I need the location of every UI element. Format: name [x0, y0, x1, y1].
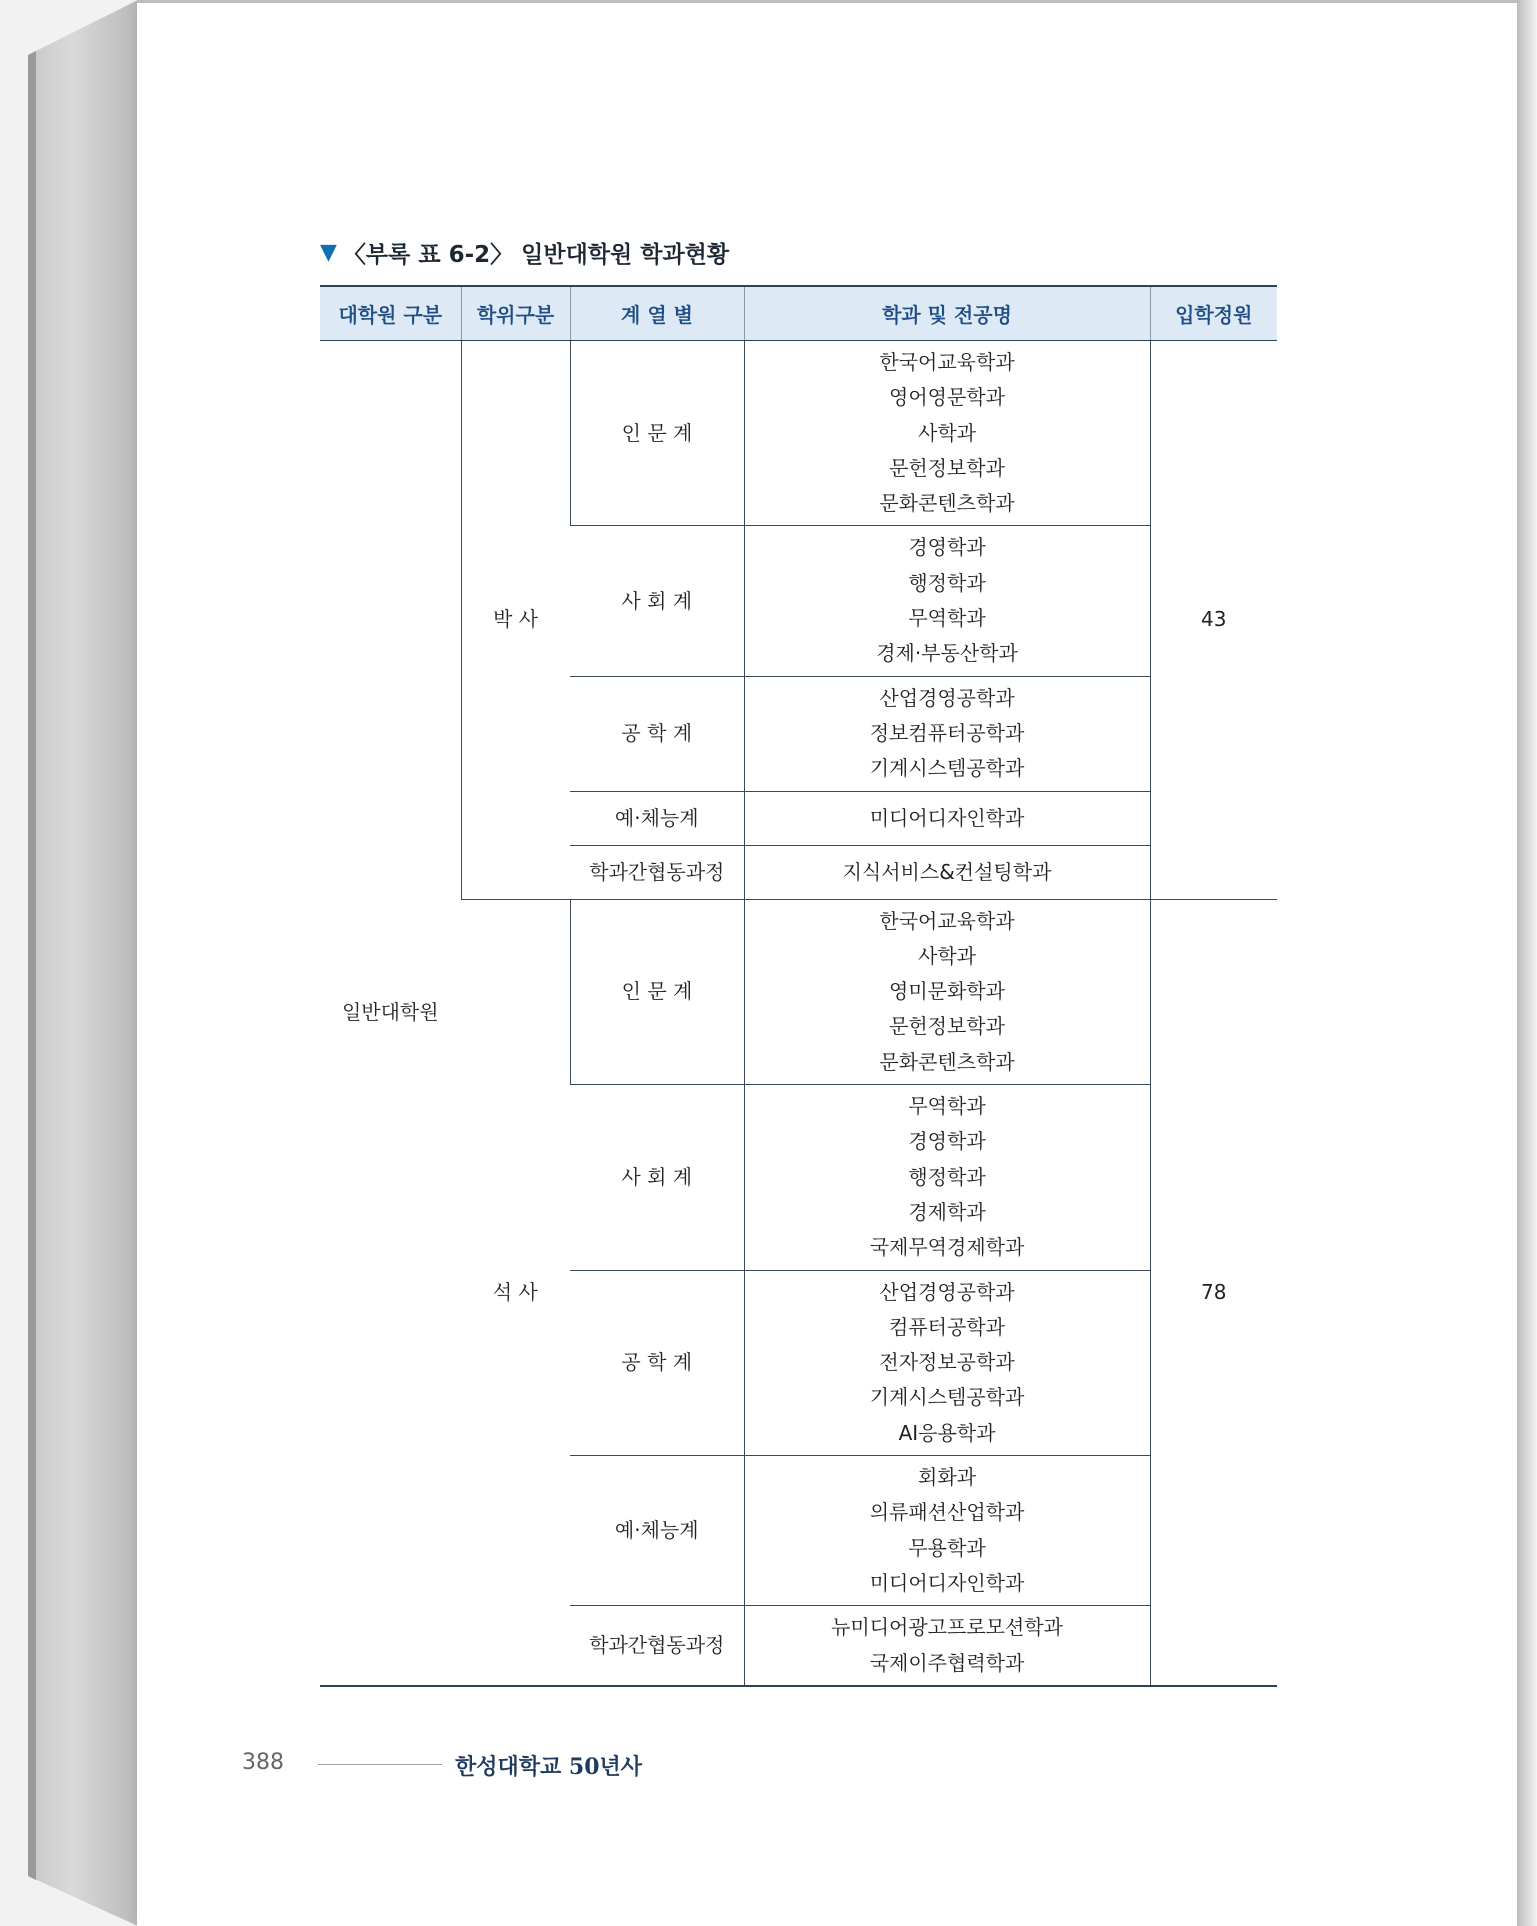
caption-text: 〈부록 표 6-2〉 일반대학원 학과현황 [342, 242, 730, 268]
footer-divider [318, 1764, 442, 1765]
field-cell: 인 문 계 [570, 341, 744, 526]
majors-cell [744, 1606, 1150, 1686]
major-item: 경제·부동산학과 [876, 641, 1018, 666]
book-side [28, 0, 138, 1926]
major-item: 무역학과 [908, 1094, 986, 1119]
major-item: 산업경영공학과 [879, 1279, 1015, 1304]
majors-cell: 지식서비스&컨설팅학과 [744, 845, 1150, 899]
major-item: 문헌정보학과 [889, 1014, 1005, 1039]
degree-master-cell: 석 사 [461, 899, 570, 1686]
page-top-line [137, 0, 1537, 3]
header-field: 계 열 별 [570, 286, 744, 341]
majors-cell: 미디어디자인학과 [744, 791, 1150, 845]
table-header-row [320, 286, 1277, 341]
majors-cell [744, 676, 1150, 791]
major-item: 회화과 [918, 1465, 976, 1490]
major-item: 한국어교육학과 [879, 350, 1015, 374]
header-majors: 학과 및 전공명 [744, 286, 1150, 341]
quota-doctor-cell: 43 [1150, 341, 1277, 900]
major-item: 컴퓨터공학과 [889, 1314, 1005, 1339]
table-row [320, 899, 1277, 1084]
major-item: 행정학과 [908, 1164, 986, 1189]
table-caption [320, 236, 729, 269]
major-item: 한국어교육학과 [879, 908, 1015, 933]
major-item: 국제이주협력학과 [869, 1650, 1025, 1675]
field-cell: 학과간협동과정 [570, 845, 744, 899]
majors-cell [744, 1270, 1150, 1455]
major-item: 사학과 [918, 420, 976, 445]
book-title: 한성대학교 50년사 [455, 1754, 643, 1780]
major-item: 경영학과 [908, 535, 986, 560]
field-cell: 공 학 계 [570, 676, 744, 791]
field-cell: 학과간협동과정 [570, 1606, 744, 1686]
majors-cell [744, 899, 1150, 1084]
field-cell: 인 문 계 [570, 899, 744, 1084]
graduate-school-cell: 일반대학원 [320, 341, 461, 1686]
major-item: 의류패션산업학과 [869, 1500, 1025, 1525]
header-degree: 학위구분 [461, 286, 570, 341]
major-item: 무용학과 [908, 1535, 986, 1560]
page-number: 388 [242, 1750, 284, 1775]
major-item: 국제무역경제학과 [869, 1235, 1025, 1260]
major-item: 문화콘텐츠학과 [879, 1049, 1015, 1074]
book-side-edge [28, 0, 36, 1926]
triangle-down-icon: ▼ [320, 240, 337, 265]
major-item: 경영학과 [908, 1129, 986, 1154]
majors-cell [744, 1085, 1150, 1270]
major-item: 문헌정보학과 [889, 455, 1005, 480]
major-item: 영미문화학과 [889, 979, 1005, 1004]
field-cell: 예·체능계 [570, 791, 744, 845]
major-item: 영어영문학과 [889, 385, 1005, 410]
major-item: AI응용학과 [898, 1420, 996, 1445]
field-cell: 사 회 계 [570, 1085, 744, 1270]
majors-cell [744, 1456, 1150, 1606]
field-cell: 사 회 계 [570, 526, 744, 676]
major-item: 무역학과 [908, 606, 986, 631]
major-item: 뉴미디어광고프로모션학과 [831, 1615, 1063, 1640]
degree-doctor-cell: 박 사 [461, 341, 570, 900]
department-table [320, 285, 1277, 1687]
quota-master-cell: 78 [1150, 899, 1277, 1686]
field-cell: 공 학 계 [570, 1270, 744, 1455]
page-right-edge [1517, 0, 1537, 1926]
major-item: 문화콘텐츠학과 [879, 491, 1015, 516]
major-item: 경제학과 [908, 1199, 986, 1224]
major-item: 전자정보공학과 [879, 1350, 1015, 1375]
major-item: 정보컴퓨터공학과 [869, 720, 1025, 745]
major-item: 산업경영공학과 [879, 685, 1015, 710]
major-item: 미디어디자인학과 [869, 1570, 1025, 1595]
major-item: 기계시스템공학과 [869, 1385, 1025, 1410]
major-item: 기계시스템공학과 [869, 756, 1025, 781]
majors-cell [744, 341, 1150, 526]
majors-cell [744, 526, 1150, 676]
major-item: 사학과 [918, 943, 976, 968]
major-item: 행정학과 [908, 570, 986, 595]
table-row [320, 341, 1277, 526]
header-graduate-school: 대학원 구분 [320, 286, 461, 341]
field-cell: 예·체능계 [570, 1456, 744, 1606]
header-quota: 입학정원 [1150, 286, 1277, 341]
